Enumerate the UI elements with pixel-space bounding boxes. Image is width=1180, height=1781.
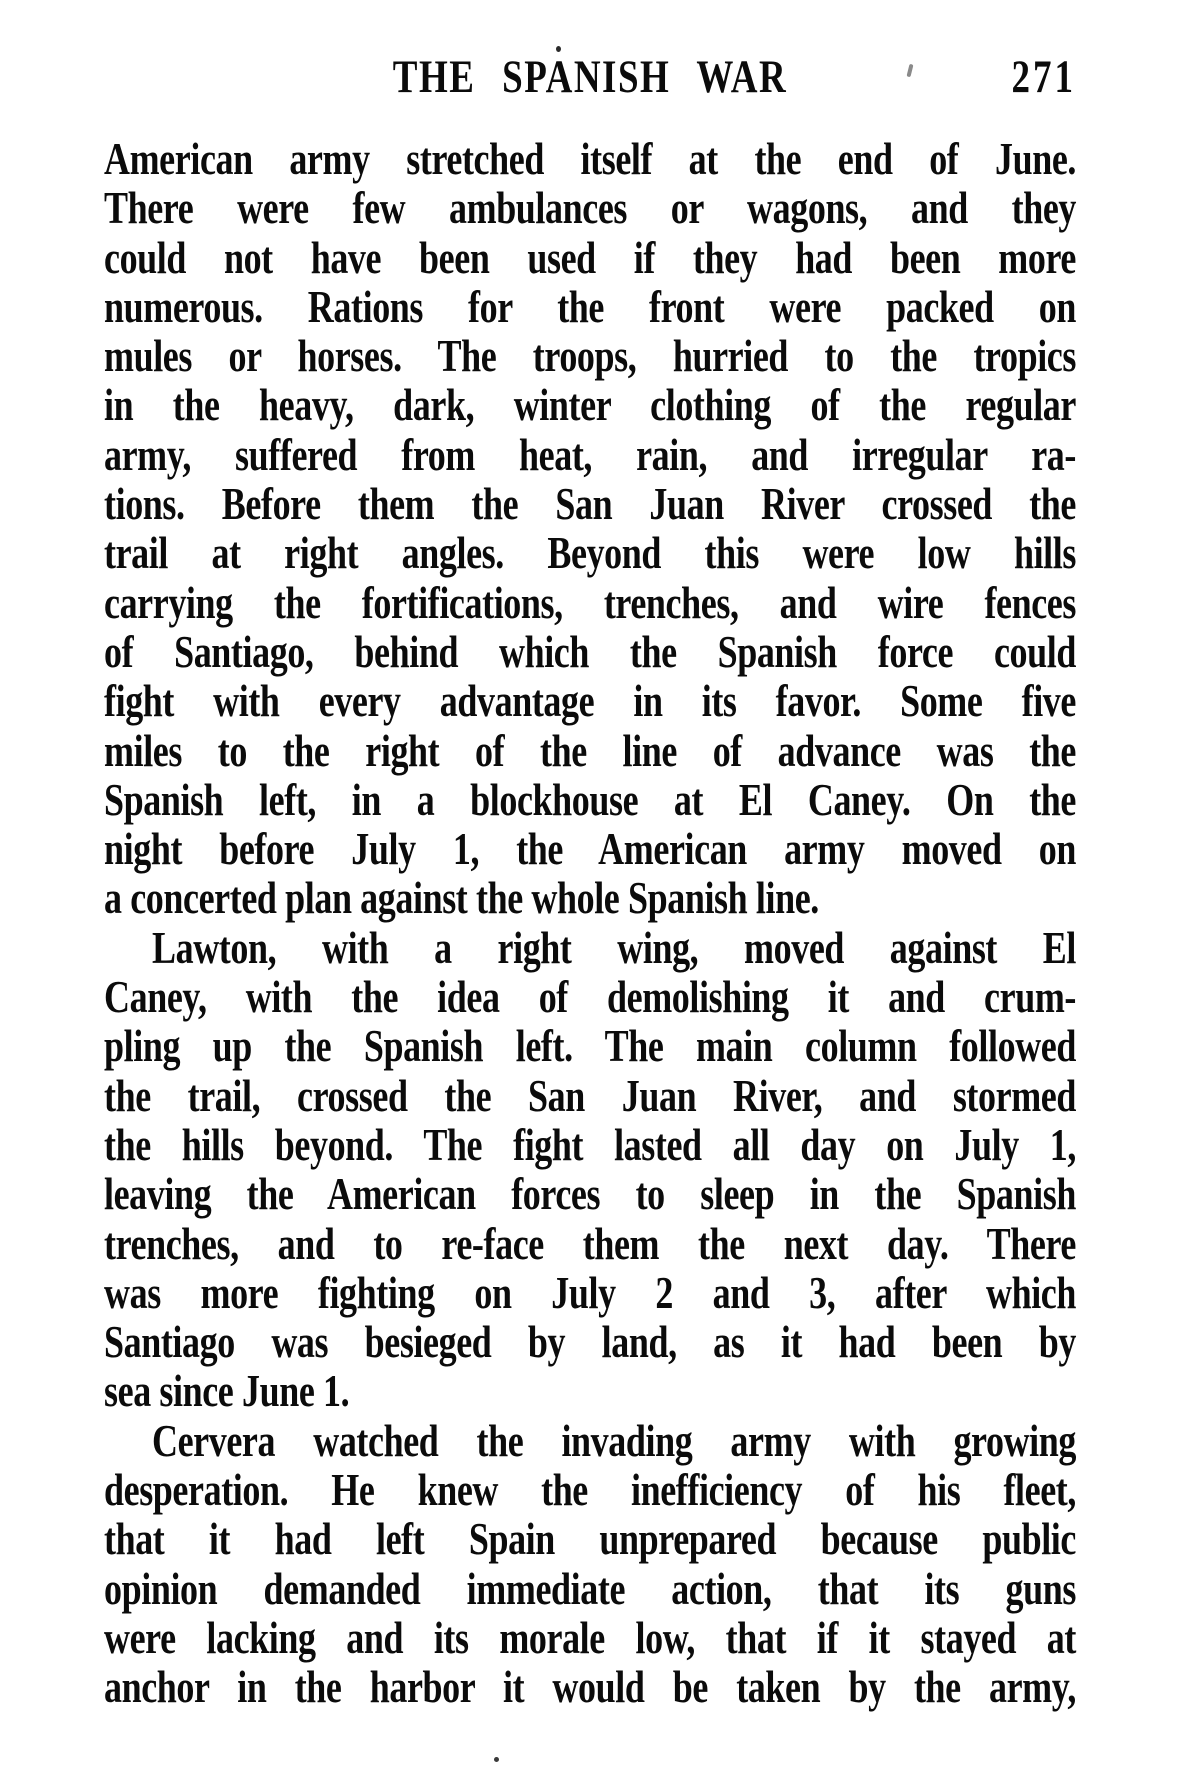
text-line: fight with every advantage in its favor. Some five [104,675,1076,727]
text-line: the hills beyond. The fight lasted all day on July 1, [104,1119,1076,1171]
text-line: of Santiago, behind which the Spanish force could [104,626,1076,678]
text-line: Spanish left, in a blockhouse at El Caney. On the [104,774,1076,826]
text-line: American army stretched itself at the end of June. [104,133,1076,185]
text-line: was more fighting on July 2 and 3, after which [104,1267,1076,1319]
text-line: a concerted plan against the whole Spanish line. [104,872,819,924]
page-title: THE SPANISH WAR [392,51,788,103]
page-number: 271 [1011,51,1076,103]
text-line: anchor in the harbor it would be taken by the army, [104,1661,1076,1713]
text-line: Caney, with the idea of demolishing it and crum- [104,971,1076,1023]
text-line: night before July 1, the American army moved on [104,823,1076,875]
text-line: the trail, crossed the San Juan River, and stormed [104,1070,1076,1121]
text-line: tions. Before them the San Juan River crossed the [104,478,1076,530]
text-line: Cervera watched the invading army with growing [152,1415,1076,1466]
text-line: miles to the right of the line of advance was the [104,724,1076,776]
text-line: that it had left Spain unprepared because public [104,1513,1076,1565]
text-line: There were few ambulances or wagons, and they [104,182,1076,234]
text-line: pling up the Spanish left. The main column followed [104,1020,1076,1072]
page-text [104,135,1076,1713]
text-line: Santiago was besieged by land, as it had been by [104,1316,1076,1368]
text-line: desperation. He knew the inefficiency of his fleet, [104,1464,1076,1516]
text-line: Lawton, with a right wing, moved against El [152,922,1076,973]
text-line: mules or horses. The troops, hurried to the tropics [104,330,1076,382]
text-line: trenches, and to re-face them the next day. There [104,1217,1076,1269]
text-line: were lacking and its morale low, that if it stayed at [104,1612,1076,1664]
text-line: numerous. Rations for the front were packed on [104,281,1076,333]
text-line: in the heavy, dark, winter clothing of the regular [104,379,1076,431]
scan-artifact [494,1757,499,1762]
scan-artifact [556,46,561,52]
text-line: could not have been used if they had been more [104,232,1076,283]
text-line: leaving the American forces to sleep in the Spanish [104,1168,1076,1220]
text-line: trail at right angles. Beyond this were low hills [104,527,1076,579]
running-head [104,46,1076,111]
text-line: sea since June 1. [104,1365,350,1417]
text-line: opinion demanded immediate action, that its guns [104,1563,1076,1614]
text-line: army, suffered from heat, rain, and irregular ra- [104,429,1076,481]
text-line: carrying the fortifications, trenches, and wire fences [104,577,1076,628]
